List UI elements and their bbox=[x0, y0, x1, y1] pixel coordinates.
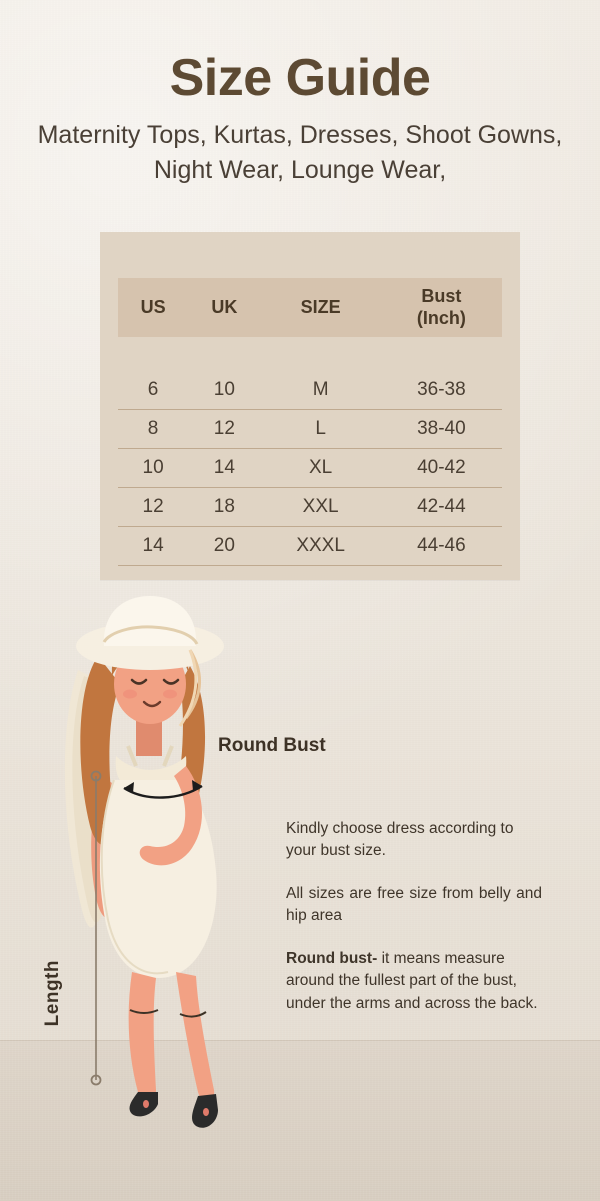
table-row bbox=[118, 488, 502, 527]
note-choose-dress: Kindly choose dress according to your bust size. bbox=[286, 820, 514, 860]
table-spacer-row bbox=[118, 337, 502, 371]
cell-us: 8 bbox=[118, 410, 188, 449]
cell-bust: 42-44 bbox=[381, 488, 502, 527]
pregnant-woman-illustration bbox=[40, 580, 290, 1140]
column-header-size: SIZE bbox=[260, 278, 380, 337]
cell-bust: 40-42 bbox=[381, 449, 502, 488]
length-label: Length bbox=[42, 960, 63, 1027]
cell-uk: 18 bbox=[188, 488, 260, 527]
table-header-row bbox=[118, 278, 502, 337]
cell-bust: 44-46 bbox=[381, 527, 502, 566]
cell-size: XXL bbox=[260, 488, 380, 527]
column-header-bust-line1: Bust bbox=[421, 286, 462, 306]
table-row bbox=[118, 371, 502, 410]
cell-uk: 20 bbox=[188, 527, 260, 566]
column-header-uk: UK bbox=[188, 278, 260, 337]
size-table-container bbox=[118, 278, 502, 566]
cell-us: 6 bbox=[118, 371, 188, 410]
cell-size: XL bbox=[260, 449, 380, 488]
column-header-us: US bbox=[118, 278, 188, 337]
cell-uk: 10 bbox=[188, 371, 260, 410]
note-round-bust-rest: it means measure around the fullest part of the bust, under the arms and across the back. bbox=[286, 949, 538, 1012]
notes-block bbox=[286, 818, 542, 1015]
size-table-header bbox=[118, 278, 502, 337]
note-round-bust-lead: Round bust- bbox=[286, 949, 378, 967]
cell-us: 12 bbox=[118, 488, 188, 527]
note-free-size: All sizes are free size from belly and hip area bbox=[286, 884, 542, 925]
cell-size: L bbox=[260, 410, 380, 449]
table-row bbox=[118, 410, 502, 449]
cell-uk: 14 bbox=[188, 449, 260, 488]
cell-bust: 38-40 bbox=[381, 410, 502, 449]
cell-bust: 36-38 bbox=[381, 371, 502, 410]
round-bust-label: Round Bust bbox=[218, 735, 326, 756]
table-spacer-cell bbox=[118, 337, 502, 371]
size-table bbox=[118, 278, 502, 566]
table-row bbox=[118, 449, 502, 488]
cell-us: 14 bbox=[118, 527, 188, 566]
size-table-body bbox=[118, 337, 502, 566]
column-header-bust bbox=[381, 278, 502, 337]
page-subtitle: Maternity Tops, Kurtas, Dresses, Shoot Gowns, Night Wear, Lounge Wear, bbox=[37, 121, 563, 184]
cell-size: M bbox=[260, 371, 380, 410]
cell-us: 10 bbox=[118, 449, 188, 488]
table-row bbox=[118, 527, 502, 566]
note-round-bust bbox=[286, 948, 542, 1015]
header bbox=[0, 49, 600, 187]
page-title: Size Guide bbox=[169, 49, 431, 107]
cell-size: XXXL bbox=[260, 527, 380, 566]
column-header-bust-line2: (Inch) bbox=[416, 307, 466, 328]
cell-uk: 12 bbox=[188, 410, 260, 449]
